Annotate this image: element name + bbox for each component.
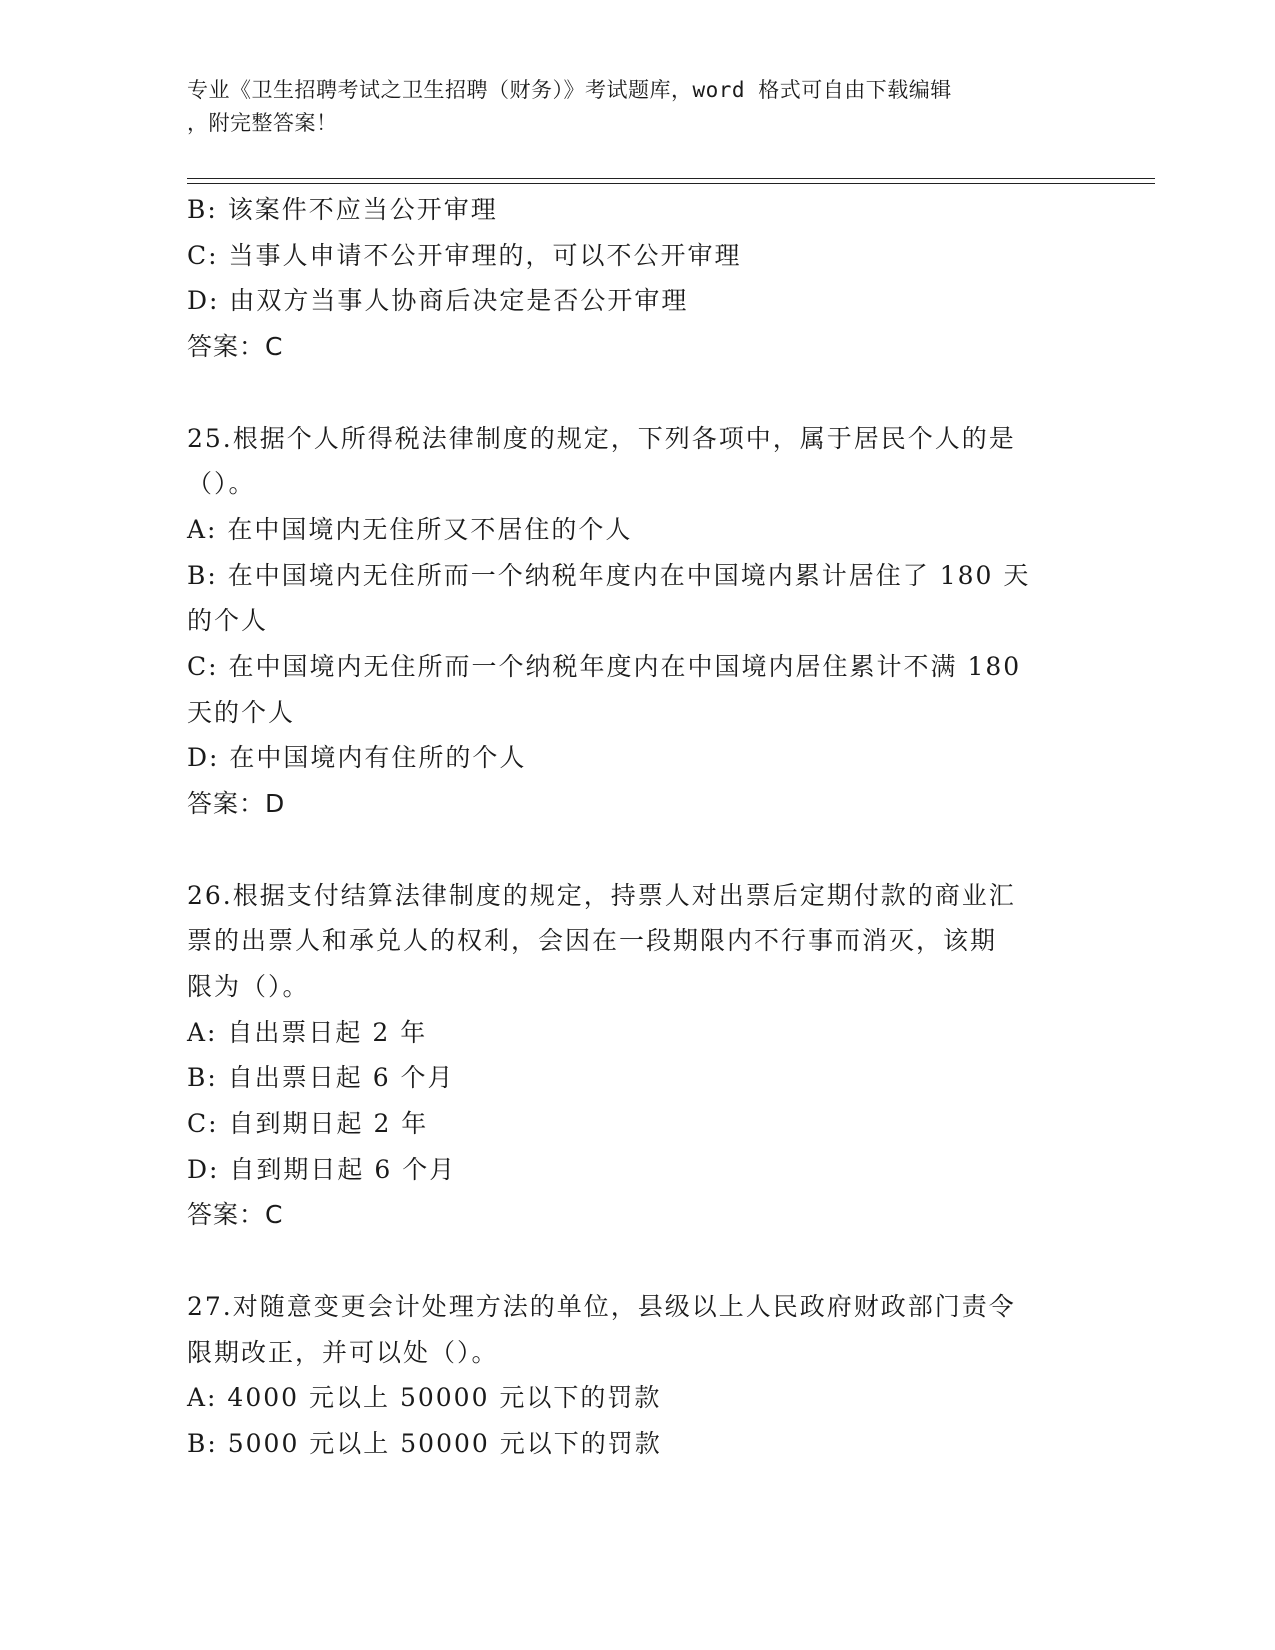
header-divider-top [187,178,1155,179]
option-b-cont: 的个人 [187,606,269,636]
question-stem-cont: 限为（）。 [187,971,310,1001]
answer-line: 答案：D [187,789,286,819]
option-b: B: 自出票日起 6 个月 [187,1063,455,1093]
option-b: B: 在中国境内无住所而一个纳税年度内在中国境内累计居住了 180 天 [187,560,1031,590]
option-c: C: 在中国境内无住所而一个纳税年度内在中国境内居住累计不满 180 [187,652,1022,682]
question-stem-cont: 限期改正，并可以处（）。 [187,1337,499,1367]
question-26 [187,873,1087,1239]
option-c-cont: 天的个人 [187,697,296,727]
spacer [187,370,1087,416]
option-a: A: 在中国境内无住所又不居住的个人 [187,514,633,544]
option-b: B: 该案件不应当公开审理 [187,195,498,224]
option-b: B: 5000 元以上 50000 元以下的罚款 [187,1428,662,1458]
option-a: A: 自出票日起 2 年 [187,1017,428,1047]
option-d: D: 在中国境内有住所的个人 [187,743,527,773]
option-d: D: 由双方当事人协商后决定是否公开审理 [187,286,689,316]
option-c: C: 自到期日起 2 年 [187,1109,429,1139]
option-a: A: 4000 元以上 50000 元以下的罚款 [187,1383,662,1413]
option-d: D: 自到期日起 6 个月 [187,1154,457,1184]
question-stem-cont: 票的出票人和承兑人的权利，会因在一段期限内不行事而消灭，该期 [187,926,998,956]
question-stem: 25.根据个人所得税法律制度的规定，下列各项中，属于居民个人的是 [187,423,1016,453]
question-stem: 26.根据支付结算法律制度的规定，持票人对出票后定期付款的商业汇 [187,880,1016,910]
question-25 [187,416,1087,827]
question-stem: 27.对随意变更会计处理方法的单位，县级以上人民政府财政部门责令 [187,1291,1016,1321]
spacer [187,827,1087,873]
header-line-2: ，附完整答案！ [187,111,338,135]
answer-line: 答案：C [187,1200,284,1230]
answer-line: 答案：C [187,332,284,362]
question-24 [187,187,1087,370]
spacer [187,1238,1087,1284]
question-list [187,187,1087,1467]
option-c: C: 当事人申请不公开审理的，可以不公开审理 [187,240,742,270]
question-stem-cont: （）。 [187,469,256,499]
question-27 [187,1284,1087,1467]
header-line-1: 专业《卫生招聘考试之卫生招聘（财务）》考试题库，word 格式可自由下载编辑 [187,78,952,102]
document-header [187,74,1077,140]
header-divider-bottom [187,183,1155,184]
